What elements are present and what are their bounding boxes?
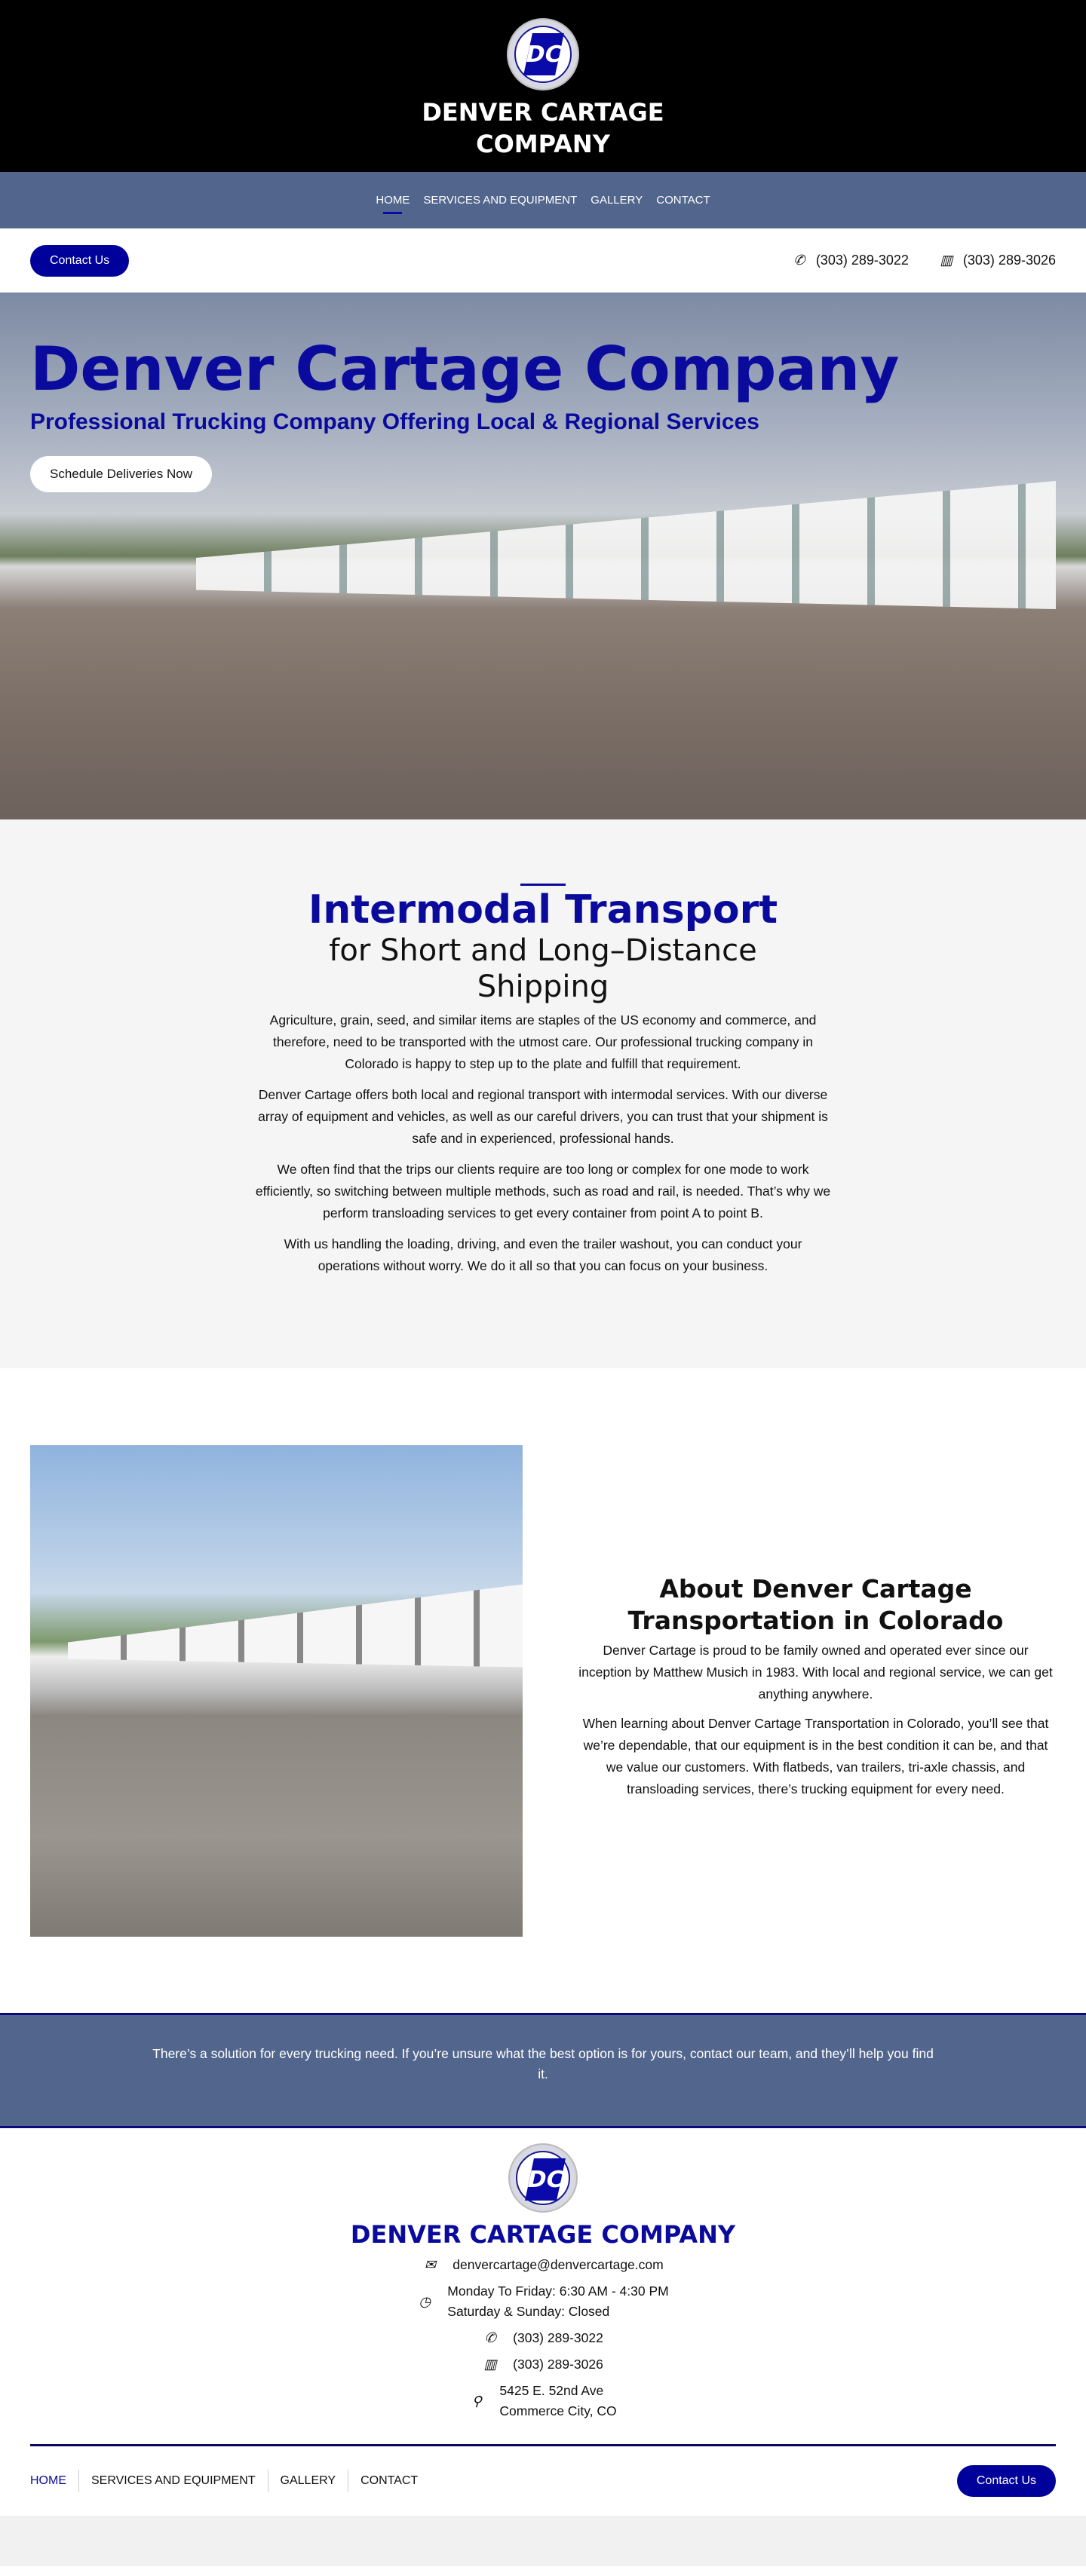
intermodal-title: Intermodal Transport — [308, 887, 778, 933]
hero-banner — [0, 293, 1086, 819]
hero-title: Denver Cartage Company — [30, 334, 900, 404]
phone-icon: ✆ — [484, 2330, 496, 2345]
contact-bar — [0, 228, 1086, 293]
about-title: About Denver Cartage Transportation in Colorado — [627, 1574, 1004, 1635]
email-link[interactable]: denvercartage@denvercartage.com — [452, 2257, 664, 2272]
email-row — [0, 2255, 1086, 2275]
intermodal-section — [0, 819, 1086, 1368]
about-section — [0, 1368, 1086, 2013]
main-nav — [0, 172, 1086, 228]
nav-home[interactable]: HOME — [376, 194, 410, 207]
footer-contact-us-button[interactable]: Contact Us — [957, 2465, 1056, 2497]
phone-number: (303) 289-3022 — [815, 253, 909, 268]
hero-subtitle: Professional Trucking Company Offering Local & Regional Services — [30, 409, 759, 434]
phone-icon: ✆ — [793, 253, 805, 268]
brand-line: COMPANY — [476, 130, 610, 158]
schedule-deliveries-button[interactable]: Schedule Deliveries Now — [30, 456, 212, 492]
cta-text: There’s a solution for every trucking need. If you’re unsure what the best option is for yours, contact our team, and they’ll help you find it. — [152, 2046, 934, 2081]
footer-nav — [30, 2444, 1056, 2516]
hours-weekday: Monday To Friday: 6:30 AM - 4:30 PM — [447, 2283, 669, 2299]
address-line: 5425 E. 52nd Ave — [499, 2383, 604, 2398]
fax-number: (303) 289-3026 — [962, 253, 1056, 268]
site-header — [0, 0, 1086, 172]
envelope-icon: ✉ — [424, 2257, 436, 2272]
hero-trucks-image — [196, 481, 1056, 609]
company-logo[interactable]: DC — [507, 18, 579, 90]
paragraph: With us handling the loading, driving, and even the trailer washout, you can conduct your operations without worry. We do it all so that you can focus on your business. — [284, 1236, 802, 1273]
footer-phone[interactable]: (303) 289-3022 — [513, 2330, 603, 2345]
nav-contact[interactable]: CONTACT — [656, 194, 710, 207]
nav-services[interactable]: SERVICES AND EQUIPMENT — [423, 194, 578, 207]
footer-nav-home[interactable]: HOME — [30, 2474, 66, 2487]
address-row — [0, 2381, 1086, 2421]
footer-nav-services[interactable]: SERVICES AND EQUIPMENT — [78, 2470, 268, 2492]
paragraph: Denver Cartage offers both local and regional transport with intermodal services. With our diverse array of equipment and vehicles, as well as our careful drivers, you can trust that your shipment is safe and in experienced, professional hands. — [258, 1087, 828, 1146]
address-line: Commerce City, CO — [499, 2403, 617, 2418]
footer-brand: DENVER CARTAGE COMPANY — [350, 2220, 736, 2249]
phone-link[interactable] — [792, 253, 909, 268]
footer-nav-gallery[interactable]: GALLERY — [268, 2470, 348, 2492]
fax-icon: ▥ — [483, 2357, 497, 2372]
contact-us-button[interactable]: Contact Us — [30, 245, 129, 277]
fax-icon: ▥ — [940, 253, 953, 268]
paragraph: We often find that the trips our clients require are too long or complex for one mode to work efficiently, so switching between multiple methods, such as road and rail, is needed. That’s why we perform transloading services to get every container from point A to point B. — [255, 1162, 831, 1221]
paragraph: Denver Cartage is proud to be family owned and operated ever since our inception by Matthew Musich in 1983. With local and regional service, we can get anything anywhere. — [578, 1643, 1053, 1702]
hours-row — [0, 2281, 1086, 2322]
cta-band — [0, 2013, 1086, 2128]
footer-fax: (303) 289-3026 — [513, 2357, 603, 2372]
fleet-photo — [30, 1445, 523, 1937]
map-pin-icon: ⚲ — [471, 2393, 482, 2409]
footer-logo: DC — [508, 2143, 578, 2213]
fax-row — [0, 2354, 1086, 2375]
intermodal-subtitle: for Short and Long–Distance Shipping — [329, 933, 757, 1004]
hours-weekend: Saturday & Sunday: Closed — [447, 2304, 610, 2319]
paragraph: Agriculture, grain, seed, and similar items are staples of the US economy and commerce, and therefore, need to be transported with the utmost care. Our professional trucking company in Colorado is happy to step up to the plate and fulfill that requirement. — [269, 1012, 817, 1071]
page-bottom — [0, 2516, 1086, 2566]
fax-link[interactable] — [939, 253, 1056, 268]
paragraph: When learning about Denver Cartage Transportation in Colorado, you’ll see that we’re dependable, that our equipment is in the best condition it can be, and that we value our customers. With flatbeds, van trailers, tri-axle chassis, and transloading services, there’s trucking equipment for every need. — [582, 1716, 1049, 1796]
clock-icon: ◷ — [419, 2293, 431, 2309]
brand-name — [0, 96, 1086, 160]
phone-row — [0, 2328, 1086, 2348]
brand-line: DENVER CARTAGE — [422, 98, 664, 127]
divider — [520, 884, 566, 886]
nav-gallery[interactable]: GALLERY — [591, 194, 643, 207]
footer — [0, 2128, 1086, 2516]
footer-nav-contact[interactable]: CONTACT — [348, 2470, 430, 2492]
